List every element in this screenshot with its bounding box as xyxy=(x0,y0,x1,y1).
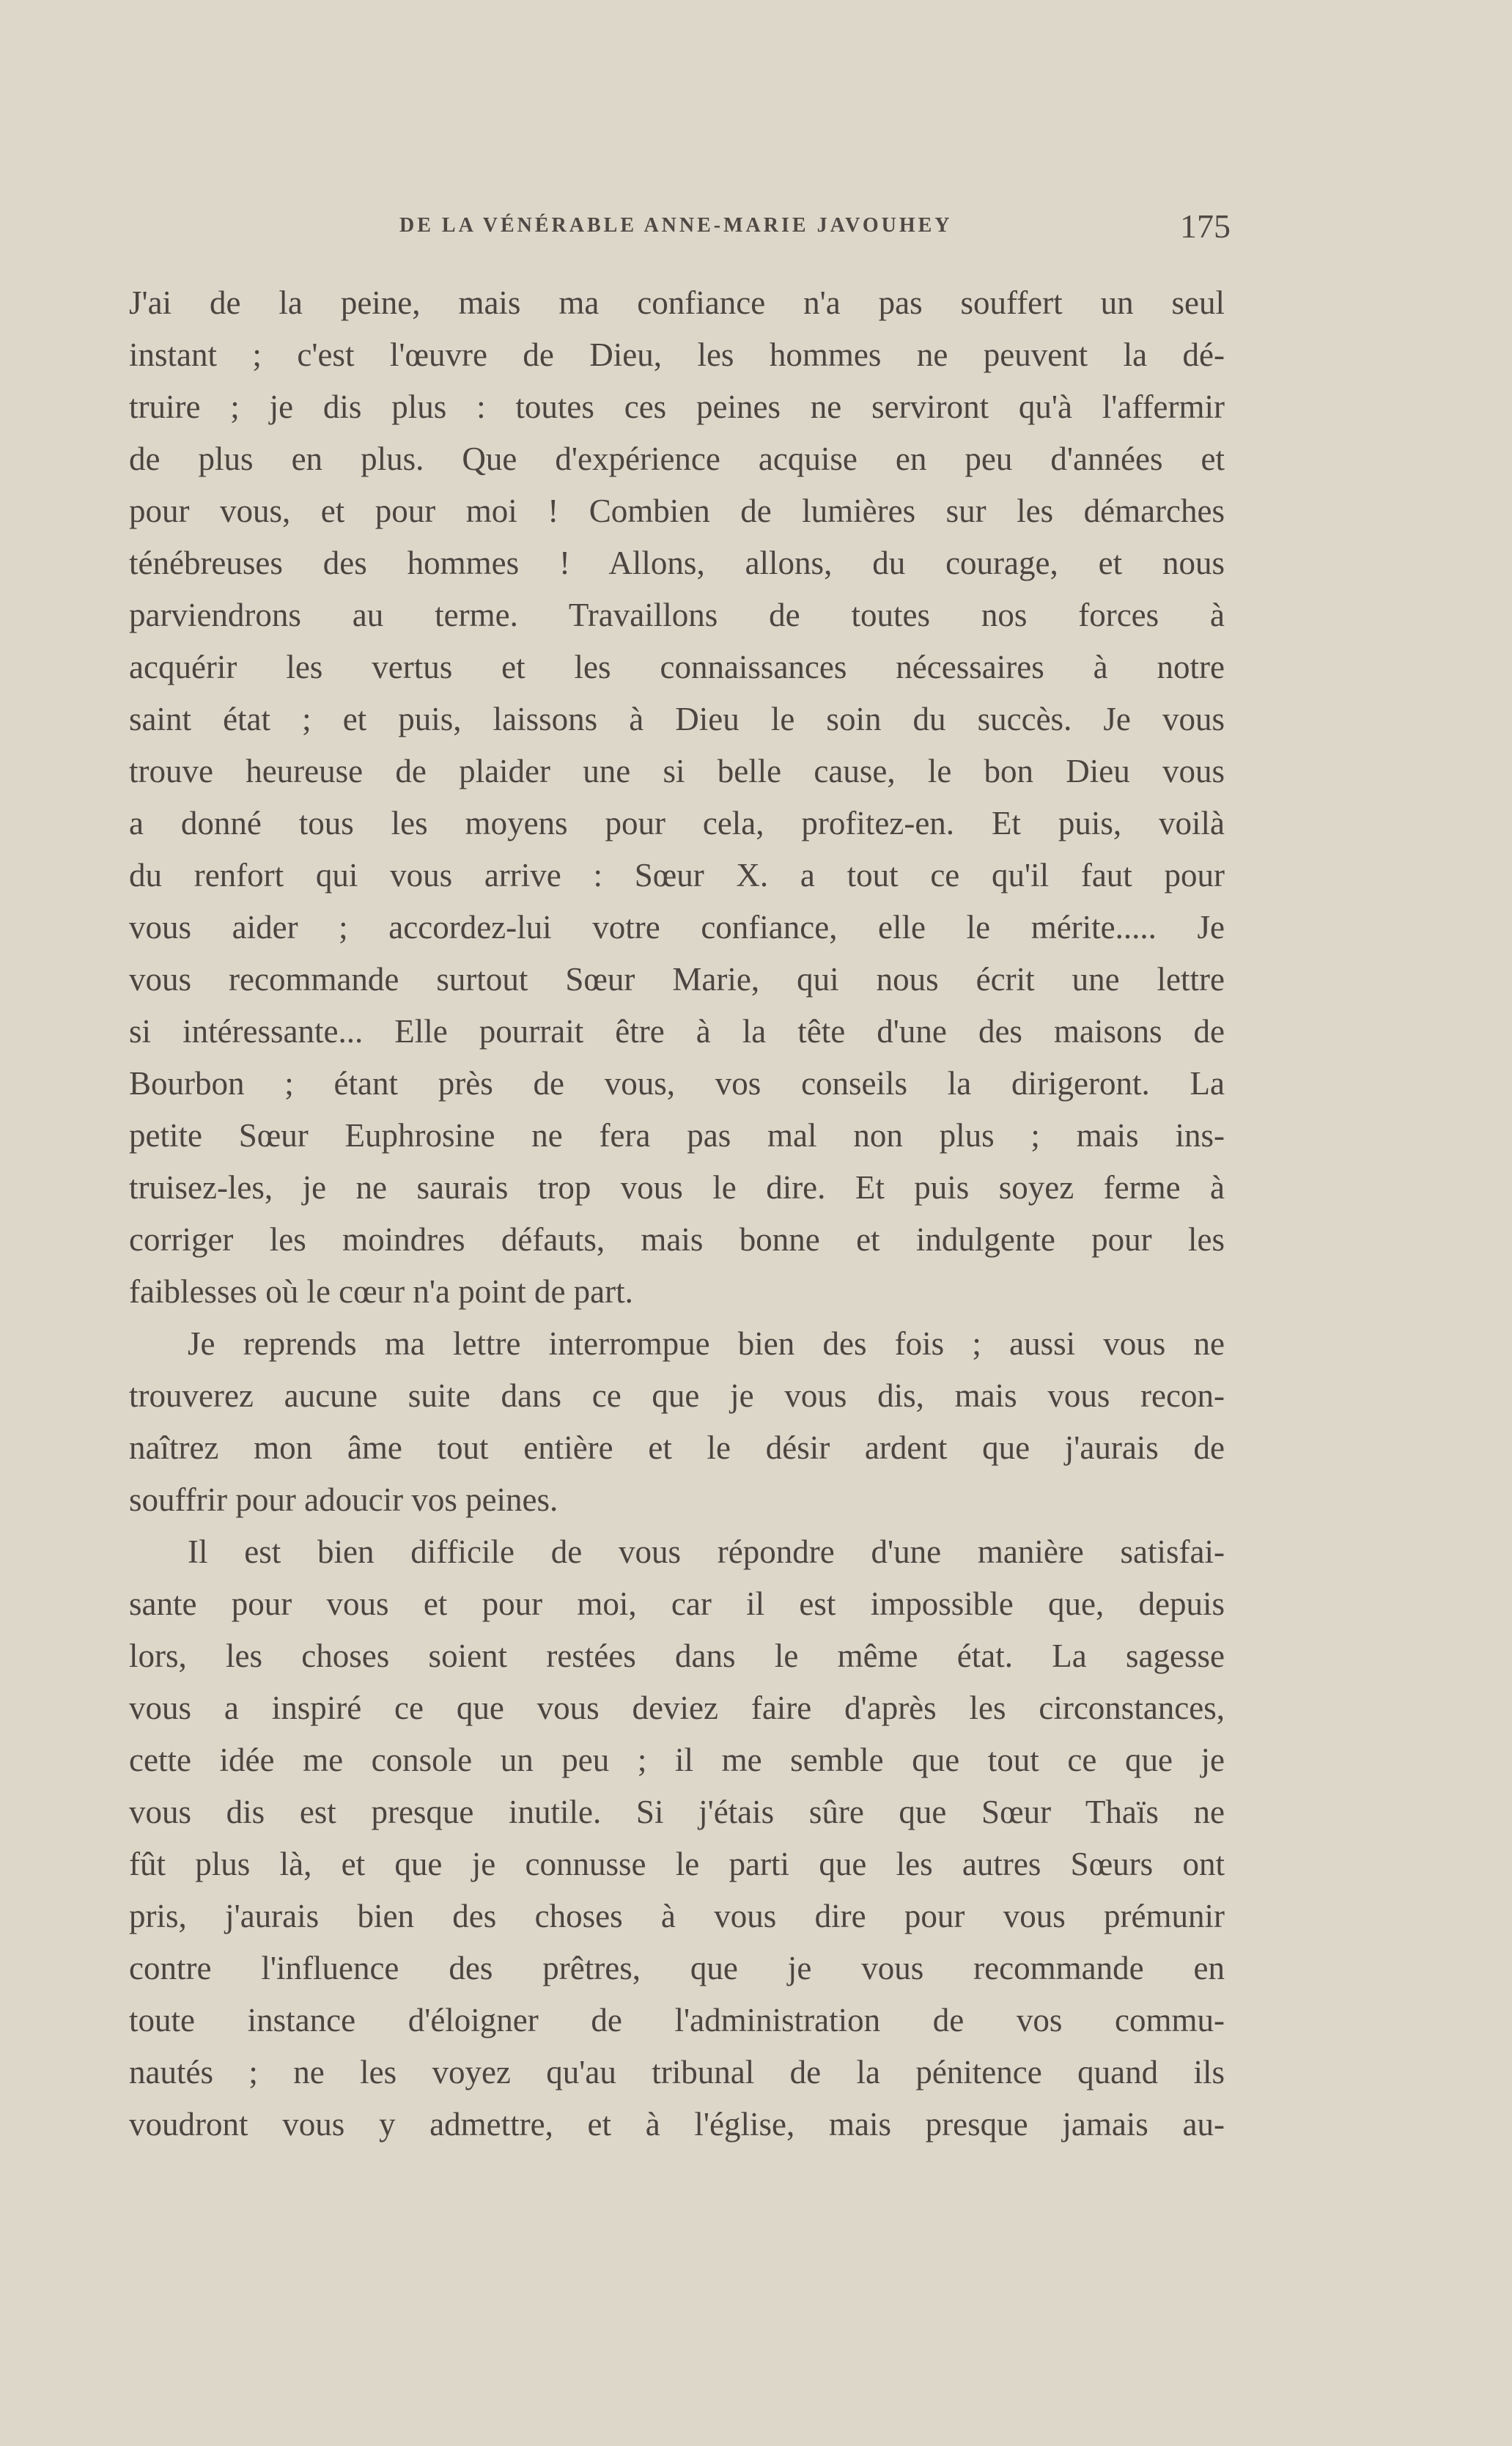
text-line: truisez-les, je ne saurais trop vous le dire. Et puis soyez ferme à xyxy=(129,1169,1225,1206)
page-number: 175 xyxy=(1180,207,1231,245)
text-line: cette idée me console un peu ; il me semble que tout ce que je xyxy=(129,1742,1225,1778)
text-line: petite Sœur Euphrosine ne fera pas mal non plus ; mais ins- xyxy=(129,1117,1225,1154)
text-line: du renfort qui vous arrive : Sœur X. a tout ce qu'il faut pour xyxy=(129,857,1225,894)
text-line: saint état ; et puis, laissons à Dieu le soin du succès. Je vous xyxy=(129,701,1225,737)
text-line: toute instance d'éloigner de l'administration de vos commu- xyxy=(129,2002,1225,2038)
text-line: contre l'influence des prêtres, que je vous recommande en xyxy=(129,1950,1225,1986)
text-line: Bourbon ; étant près de vous, vos conseils la dirigeront. La xyxy=(129,1065,1225,1102)
text-line: souffrir pour adoucir vos peines. xyxy=(129,1481,558,1518)
text-line: corriger les moindres défauts, mais bonne et indulgente pour les xyxy=(129,1221,1225,1258)
text-line: voudront vous y admettre, et à l'église, mais presque jamais au- xyxy=(129,2106,1225,2143)
text-line: truire ; je dis plus : toutes ces peines ne serviront qu'à l'affermir xyxy=(129,388,1225,425)
text-line: vous dis est presque inutile. Si j'étais sûre que Sœur Thaïs ne xyxy=(129,1794,1225,1830)
text-line: si intéressante... Elle pourrait être à la tête d'une des maisons de xyxy=(129,1013,1225,1050)
text-line: trouve heureuse de plaider une si belle cause, le bon Dieu vous xyxy=(129,753,1225,789)
text-line: vous aider ; accordez-lui votre confiance, elle le mérite..... Je xyxy=(129,909,1225,946)
text-line: pour vous, et pour moi ! Combien de lumières sur les démarches xyxy=(129,493,1225,529)
text-line: ténébreuses des hommes ! Allons, allons, du courage, et nous xyxy=(129,545,1225,581)
text-line: parviendrons au terme. Travaillons de toutes nos forces à xyxy=(129,597,1225,633)
text-line: fût plus là, et que je connusse le parti que les autres Sœurs ont xyxy=(129,1846,1225,1882)
text-line: acquérir les vertus et les connaissances nécessaires à notre xyxy=(129,649,1225,685)
text-line: a donné tous les moyens pour cela, profitez-en. Et puis, voilà xyxy=(129,805,1225,841)
text-line: faiblesses où le cœur n'a point de part. xyxy=(129,1273,633,1310)
text-line: Je reprends ma lettre interrompue bien des fois ; aussi vous ne xyxy=(188,1325,1225,1362)
text-line: Il est bien difficile de vous répondre d'une manière satisfai- xyxy=(188,1533,1225,1570)
running-head: DE LA VÉNÉRABLE ANNE-MARIE JAVOUHEY xyxy=(399,214,953,237)
text-line: instant ; c'est l'œuvre de Dieu, les hommes ne peuvent la dé- xyxy=(129,336,1225,373)
text-line: sante pour vous et pour moi, car il est impossible que, depuis xyxy=(129,1585,1225,1622)
text-line: pris, j'aurais bien des choses à vous dire pour vous prémunir xyxy=(129,1898,1225,1934)
text-line: lors, les choses soient restées dans le même état. La sagesse xyxy=(129,1638,1225,1674)
text-line: vous a inspiré ce que vous deviez faire d'après les circonstances, xyxy=(129,1690,1225,1726)
text-line: J'ai de la peine, mais ma confiance n'a pas souffert un seul xyxy=(129,284,1225,321)
text-line: de plus en plus. Que d'expérience acquise en peu d'années et xyxy=(129,441,1225,477)
text-line: trouverez aucune suite dans ce que je vous dis, mais vous recon- xyxy=(129,1377,1225,1414)
text-line: naîtrez mon âme tout entière et le désir ardent que j'aurais de xyxy=(129,1429,1225,1466)
text-line: vous recommande surtout Sœur Marie, qui nous écrit une lettre xyxy=(129,961,1225,998)
text-line: nautés ; ne les voyez qu'au tribunal de la pénitence quand ils xyxy=(129,2054,1225,2090)
